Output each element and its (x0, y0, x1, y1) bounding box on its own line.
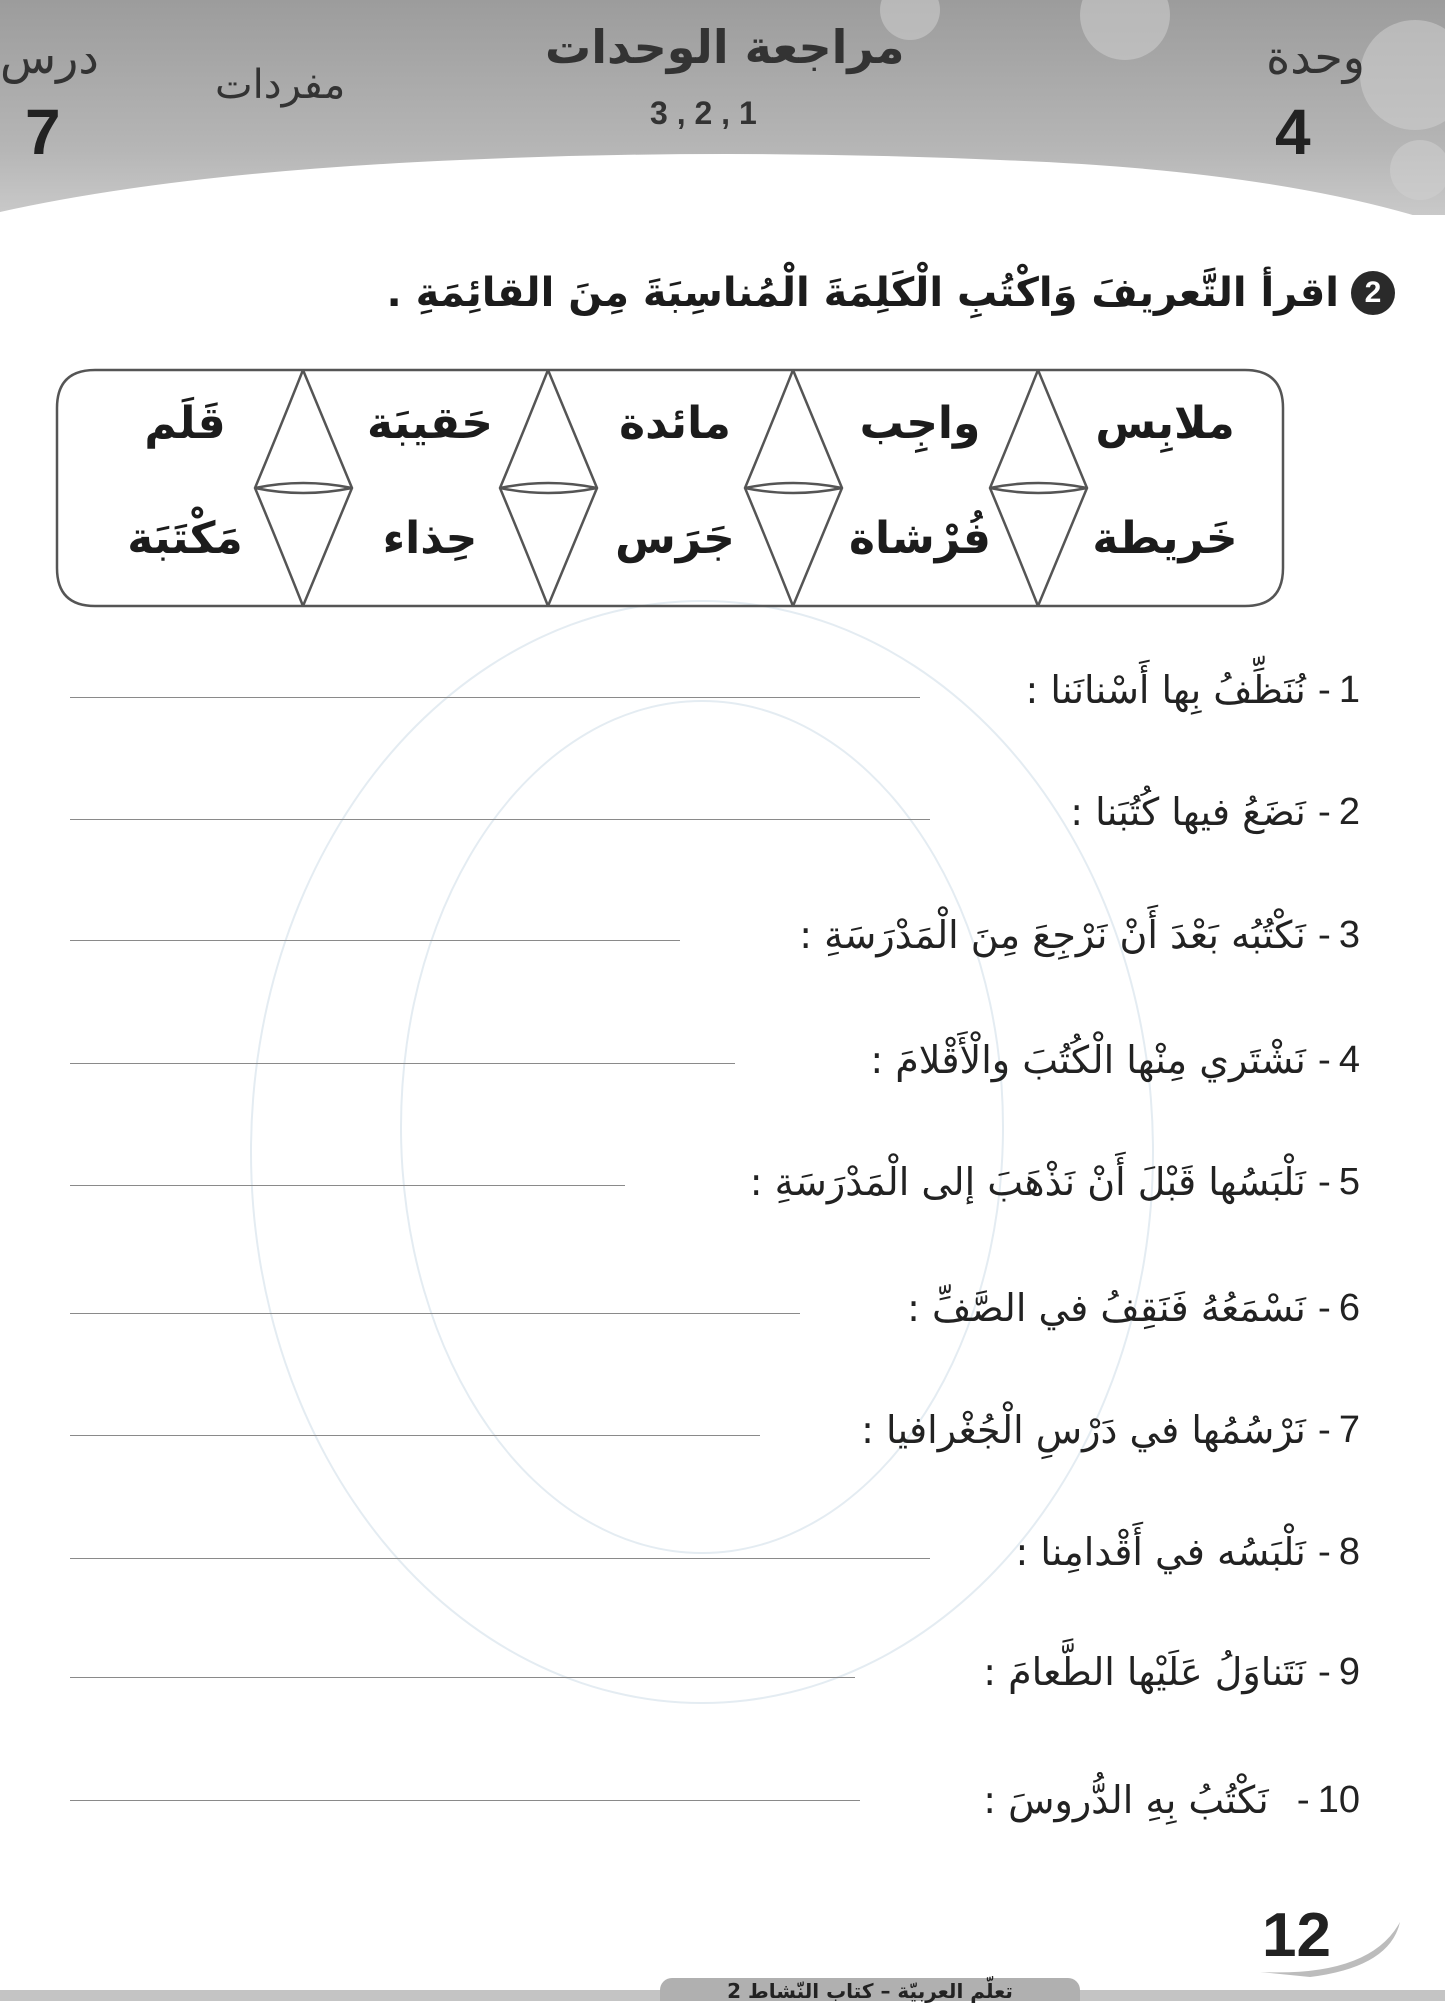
lesson-label: درس (0, 30, 99, 84)
lesson-number: 7 (25, 96, 61, 168)
item-text: نَضَعُ فيها كُتُبَنا : (1070, 790, 1306, 834)
word-bank-word: حِذاء (382, 513, 478, 564)
item-dash: - (1296, 1779, 1310, 1821)
exercise-item (120, 905, 1360, 965)
item-dash: - (1317, 1409, 1331, 1451)
word-bank-word: حَقيبَة (367, 398, 493, 449)
flower-decoration-icon (1390, 140, 1445, 200)
answer-line[interactable] (70, 1800, 860, 1801)
exercise-item (120, 660, 1360, 720)
page-subtitle: 3 , 2 , 1 (650, 95, 757, 131)
answer-line[interactable] (70, 1063, 735, 1064)
item-number: 7 (1338, 1408, 1360, 1451)
answer-line[interactable] (70, 1185, 625, 1186)
item-dash: - (1317, 669, 1331, 711)
item-dash: - (1317, 1531, 1331, 1573)
word-bank-word: واجِب (859, 398, 981, 449)
answer-line[interactable] (70, 1558, 930, 1559)
exercise-number: 2 (1351, 271, 1395, 315)
unit-label: وحدة (1266, 30, 1365, 84)
answer-line[interactable] (70, 940, 680, 941)
answer-line[interactable] (70, 1677, 855, 1678)
item-number: 3 (1338, 913, 1360, 956)
item-text: نَلْبَسُها قَبْلَ أَنْ نَذْهَبَ إلى الْمَدْرَسَةِ : (749, 1160, 1306, 1204)
item-number: 6 (1338, 1286, 1360, 1329)
item-text: نَكْتُبُه بَعْدَ أَنْ نَرْجِعَ مِنَ الْمَدْرَسَةِ : (799, 913, 1306, 957)
page-title: مراجعة الوحدات (545, 20, 905, 74)
unit-number: 4 (1275, 96, 1311, 168)
exercise-item (120, 1642, 1360, 1702)
answer-line[interactable] (70, 1435, 760, 1436)
book-title: تعلّم العربيّة – كتاب النّشاط 2 (660, 1978, 1080, 2001)
word-bank (55, 368, 1285, 608)
word-bank-word: ملابِس (1095, 398, 1235, 449)
item-dash: - (1317, 914, 1331, 956)
item-dash: - (1317, 1287, 1331, 1329)
exercise-item (120, 1278, 1360, 1338)
item-number: 9 (1338, 1650, 1360, 1693)
exercise-item (120, 1152, 1360, 1212)
page-number: 12 (1262, 1901, 1331, 1970)
answer-line[interactable] (70, 697, 920, 698)
item-number: 8 (1338, 1530, 1360, 1573)
word-bank-word: مَكْتَبَة (127, 513, 243, 564)
word-bank-word: فُرْشاة (849, 513, 991, 564)
item-text: نَكْتُبُ بِهِ الدُّروسَ : (983, 1778, 1269, 1822)
item-number: 10 (1317, 1778, 1360, 1821)
item-number: 1 (1338, 668, 1360, 711)
item-text: نَشْتَري مِنْها الْكُتُبَ والْأَقْلامَ : (870, 1038, 1306, 1082)
item-text: نَتَناوَلُ عَلَيْها الطَّعامَ : (983, 1650, 1306, 1694)
item-text: نُنَظِّفُ بِها أَسْنانَنا : (1025, 668, 1306, 712)
word-bank-word: قَلَم (144, 398, 226, 449)
item-number: 4 (1338, 1038, 1360, 1081)
exercise-instruction (387, 270, 1395, 316)
item-dash: - (1317, 1651, 1331, 1693)
item-number: 2 (1338, 790, 1360, 833)
answer-line[interactable] (70, 1313, 800, 1314)
item-text: نَسْمَعُهُ فَنَقِفُ في الصَّفِّ : (907, 1286, 1306, 1330)
exercise-item (120, 1400, 1360, 1460)
item-text: نَلْبَسُه في أَقْدامِنا : (1015, 1530, 1306, 1574)
word-bank-word: مائدة (619, 398, 731, 449)
exercise-item (120, 782, 1360, 842)
item-dash: - (1317, 1039, 1331, 1081)
section-label: مفردات (215, 62, 346, 108)
word-bank-word: خَريطة (1092, 513, 1238, 564)
item-dash: - (1317, 1161, 1331, 1203)
answer-line[interactable] (70, 819, 930, 820)
word-bank-word: جَرَس (615, 513, 735, 564)
instruction-text: اقرأ التَّعريفَ وَاكْتُبِ الْكَلِمَةَ الْمُناسِبَةَ مِنَ القائِمَةِ . (386, 270, 1339, 316)
item-text: نَرْسُمُها في دَرْسِ الْجُغْرافيا : (861, 1408, 1306, 1452)
item-number: 5 (1338, 1160, 1360, 1203)
item-dash: - (1317, 791, 1331, 833)
exercise-item (120, 1522, 1360, 1582)
exercise-item (120, 1030, 1360, 1090)
